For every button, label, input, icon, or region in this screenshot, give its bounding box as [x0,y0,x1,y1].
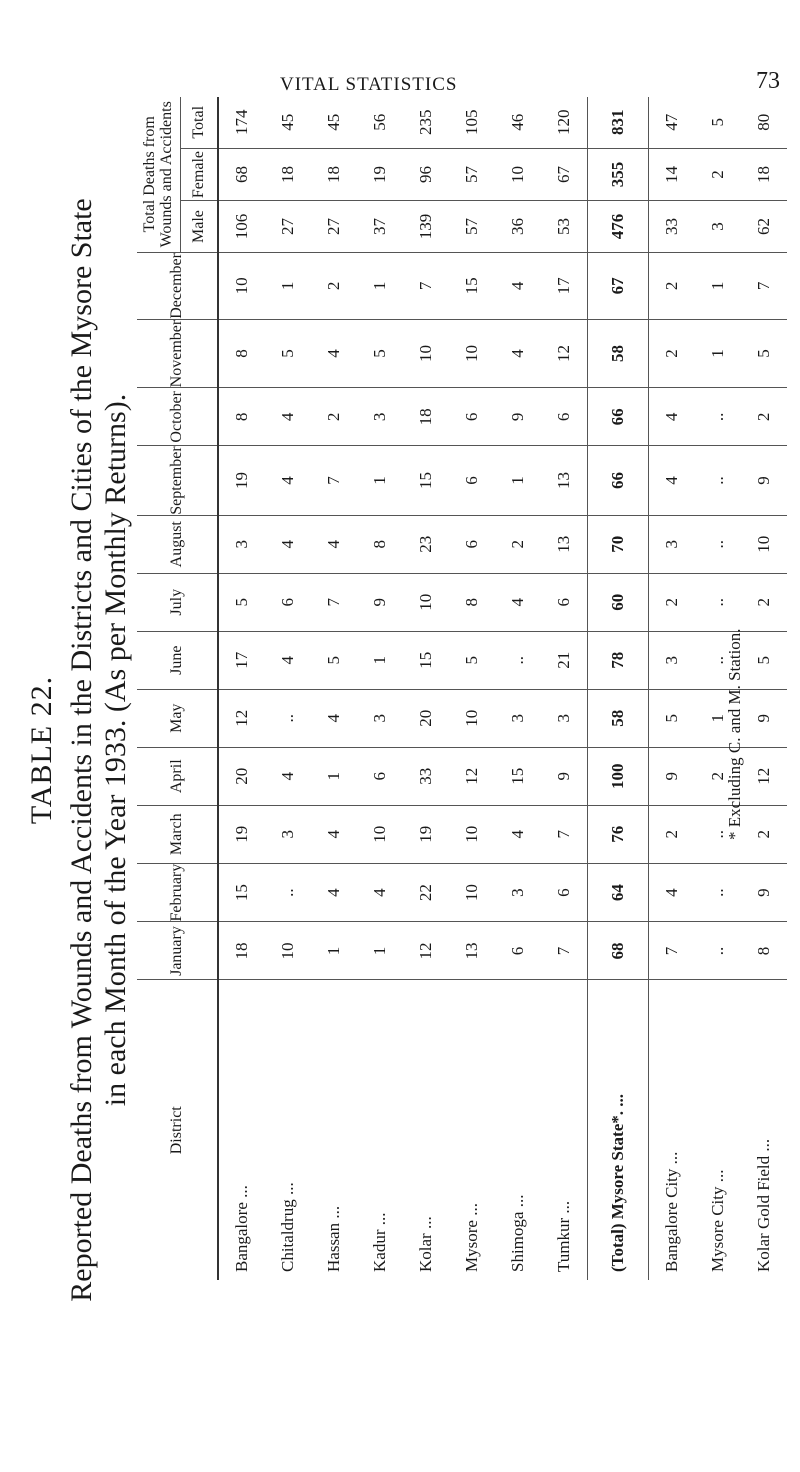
table-cell: 7 [541,805,588,863]
table-cell: 20 [403,689,449,747]
table-cell: 27 [311,201,357,253]
table-cell: 45 [278,113,297,131]
table-cell: 2 [695,149,741,201]
header-month: November [137,319,218,388]
table-cell: 5 [741,631,787,689]
table-cell: 1 [357,446,403,515]
table-row [265,97,311,1280]
district-name: Tumkur ... [541,980,588,1280]
table-cell: 1 [311,922,357,980]
table-cell: 8 [218,319,265,388]
table-cell: 9 [741,863,787,922]
table-cell: 5 [311,631,357,689]
header-male: Male [180,201,218,253]
table-cell: 7 [741,253,787,320]
table-cell: 5 [649,689,696,747]
table-cell: .. [695,863,741,922]
table-cell: 2 [495,515,541,573]
table-cell: 3 [649,515,696,573]
table-number: TABLE 22. [25,675,58,825]
table-cell: 4 [649,863,696,922]
table-cell: 68 [218,149,265,201]
table-cell: 4 [649,446,696,515]
header-female: Female [180,149,218,201]
table-cell: 2 [695,747,741,805]
header-total-deaths-group: Total Deaths from Wounds and Accidents [137,97,180,253]
table-cell: 9 [541,747,588,805]
table-cell: 9 [741,689,787,747]
table-cell: 20 [218,747,265,805]
table-cell: 53 [541,201,588,253]
table-cell: 6 [541,573,588,631]
table-cell: .. [265,689,311,747]
district-name: Kadur ... [357,980,403,1280]
table-cell: 60 [588,573,649,631]
table-cell: 4 [265,388,311,446]
table-cell: 355 [588,149,649,201]
table-cell: 58 [588,319,649,388]
table-cell: 5 [218,573,265,631]
table-cell: 2 [649,573,696,631]
table-cell: 19 [403,805,449,863]
table-cell: 12 [741,747,787,805]
table-cell: 4 [311,805,357,863]
table-cell: 5 [449,631,495,689]
table-cell: .. [695,573,741,631]
table-cell: 105 [462,109,481,136]
table-row [741,97,787,1280]
table-cell: 14 [649,149,696,201]
table-cell: 67 [588,253,649,320]
table-cell: 7 [311,573,357,631]
table-cell: .. [695,515,741,573]
running-title: VITAL STATISTICS [280,74,458,95]
table-row [541,97,588,1280]
table-cell: .. [695,388,741,446]
table-cell: 78 [588,631,649,689]
table-cell: 18 [311,149,357,201]
table-cell: 3 [265,805,311,863]
table-cell: 1 [265,253,311,320]
district-name: Kolar Gold Field ... [741,980,787,1280]
district-name: Shimoga ... [495,980,541,1280]
table-row [495,97,541,1280]
district-name: Kolar ... [403,980,449,1280]
table-cell: 12 [218,689,265,747]
table-cell: .. [495,631,541,689]
table-cell: 2 [649,805,696,863]
header-month: September [137,446,218,515]
table-cell: 3 [649,631,696,689]
table-cell: 23 [403,515,449,573]
table-cell: 6 [357,747,403,805]
header-month: July [137,573,218,631]
table-cell: .. [695,922,741,980]
table-cell: 4 [265,631,311,689]
header-month: October [137,388,218,446]
table-cell: 13 [449,922,495,980]
table-cell: 15 [218,863,265,922]
table-cell: 10 [265,922,311,980]
table-cell: 10 [449,319,495,388]
table-cell: 10 [495,149,541,201]
table-cell: 10 [449,689,495,747]
table-cell: 3 [541,689,588,747]
table-cell: 66 [588,388,649,446]
table-cell: 70 [588,515,649,573]
header-month: June [137,631,218,689]
table-cell: 57 [449,149,495,201]
table-cell: 80 [754,113,773,131]
table-cell: 4 [265,747,311,805]
header-month: May [137,689,218,747]
table-cell: 21 [541,631,588,689]
table-cell: 3 [218,515,265,573]
header-month: March [137,805,218,863]
table-cell: 66 [588,446,649,515]
table-cell: 10 [741,515,787,573]
table-cell: 106 [218,201,265,253]
table-cell: 4 [311,515,357,573]
table-cell: 10 [357,805,403,863]
table-cell: 235 [416,109,435,136]
table-cell: 12 [403,922,449,980]
table-cell: 9 [649,747,696,805]
table-cell: 15 [403,446,449,515]
table-cell: 4 [495,319,541,388]
header-month: December [137,253,218,320]
table-title: Reported Deaths from Wounds and Accidents in the Districts and Cities of the Mysore State [65,198,98,1302]
table-cell: 17 [218,631,265,689]
table-cell: 6 [541,863,588,922]
district-name: Chitaldrug ... [265,980,311,1280]
table-cell: 2 [311,253,357,320]
table-cell: 6 [449,446,495,515]
table-cell: 10 [449,863,495,922]
table-cell: 18 [741,149,787,201]
district-name: Mysore City ... [695,980,741,1280]
table-cell: 1 [695,689,741,747]
table-cell: 10 [449,805,495,863]
table-cell: 33 [649,201,696,253]
table-cell: .. [265,863,311,922]
table-cell: 6 [495,922,541,980]
table-caption [25,60,133,1440]
header-month: January [137,922,218,980]
deaths-table [137,97,787,1280]
table-cell: 2 [649,253,696,320]
table-cell: 6 [541,388,588,446]
table-cell: 33 [403,747,449,805]
district-name: Hassan ... [311,980,357,1280]
table-cell: 7 [649,922,696,980]
table-cell: 64 [588,863,649,922]
table-cell: 4 [265,515,311,573]
table-cell: 17 [541,253,588,320]
table-subtitle: in each Month of the Year 1933. (As per Monthly Returns). [99,393,132,1107]
table-cell: .. [695,446,741,515]
page-number: 73 [756,68,780,94]
table-cell: 7 [311,446,357,515]
table-cell: 15 [449,253,495,320]
table-cell: 4 [311,319,357,388]
table-cell: 12 [541,319,588,388]
table-cell: 6 [265,573,311,631]
footnote: * Excluding C. and M. Station. [725,628,744,840]
table-cell: 476 [588,201,649,253]
table-cell: .. [695,805,741,863]
table-cell: 15 [403,631,449,689]
table-cell: 47 [662,113,681,131]
table-cell: 6 [449,515,495,573]
table-cell: 4 [495,253,541,320]
table-cell: 45 [324,113,343,131]
table-cell: 9 [495,388,541,446]
table-cell: 4 [649,388,696,446]
header-total: Total [180,97,218,149]
table-cell: 9 [741,446,787,515]
header-month: February [137,863,218,922]
table-cell: 2 [741,573,787,631]
table-cell: 2 [741,388,787,446]
table-cell: 1 [695,319,741,388]
table-cell: 9 [357,573,403,631]
table-cell: 1 [357,922,403,980]
table-cell: 19 [357,149,403,201]
table-cell: 3 [357,689,403,747]
header-month: August [137,515,218,573]
table-cell: 76 [588,805,649,863]
table-cell: 13 [541,446,588,515]
table-cell: 100 [588,747,649,805]
table-body [218,97,787,1280]
table-cell: 19 [218,446,265,515]
table-cell: 174 [232,109,251,136]
table-cell: 22 [403,863,449,922]
table-cell: 8 [449,573,495,631]
table-cell: 5 [265,319,311,388]
table-cell: 831 [588,97,649,149]
table-row [218,97,265,1280]
district-name: Bangalore City ... [649,980,696,1280]
table-row [588,97,649,1280]
table-row [403,97,449,1280]
table-cell: 6 [449,388,495,446]
table-cell: 3 [695,201,741,253]
table-cell: 3 [357,388,403,446]
table-cell: 4 [265,446,311,515]
table-cell: 2 [311,388,357,446]
table-cell: 18 [265,149,311,201]
table-cell: 10 [218,253,265,320]
table-cell: 4 [311,863,357,922]
district-name: (Total) Mysore State*. ... [588,980,649,1280]
table-cell: 120 [554,109,573,136]
table-cell: 67 [541,149,588,201]
table-cell: 12 [449,747,495,805]
table-cell: 58 [588,689,649,747]
table-cell: 27 [265,201,311,253]
table-cell: 2 [649,319,696,388]
table-cell: .. [695,631,741,689]
table-cell: 15 [495,747,541,805]
table-cell: 57 [449,201,495,253]
header-month: April [137,747,218,805]
table-cell: 4 [495,805,541,863]
table-cell: 96 [403,149,449,201]
table-cell: 18 [403,388,449,446]
table-row [357,97,403,1280]
table-cell: 13 [541,515,588,573]
table-cell: 1 [357,631,403,689]
table-cell: 37 [357,201,403,253]
table-cell: 7 [541,922,588,980]
table-cell: 56 [370,113,389,131]
table-cell: 3 [495,863,541,922]
table-cell: 4 [311,689,357,747]
table-cell: 5 [708,118,727,127]
table-row [449,97,495,1280]
table-row [649,97,696,1280]
table-row [311,97,357,1280]
table-cell: 10 [403,573,449,631]
table-cell: 46 [508,113,527,131]
table-cell: 36 [495,201,541,253]
table-cell: 3 [495,689,541,747]
table-cell: 10 [403,319,449,388]
table-cell: 8 [218,388,265,446]
table-cell: 1 [495,446,541,515]
table-cell: 5 [357,319,403,388]
district-name: Mysore ... [449,980,495,1280]
table-cell: 19 [218,805,265,863]
district-name: Bangalore ... [218,980,265,1280]
header-district: District [137,980,218,1280]
table-cell: 4 [495,573,541,631]
table-cell: 62 [741,201,787,253]
table-cell: 1 [357,253,403,320]
table-cell: 2 [741,805,787,863]
table-cell: 8 [741,922,787,980]
table-cell: 68 [588,922,649,980]
table-cell: 5 [741,319,787,388]
table-cell: 7 [403,253,449,320]
table-cell: 18 [218,922,265,980]
table-cell: 139 [403,201,449,253]
table-cell: 1 [311,747,357,805]
table-cell: 1 [695,253,741,320]
table-cell: 8 [357,515,403,573]
table-cell: 4 [357,863,403,922]
